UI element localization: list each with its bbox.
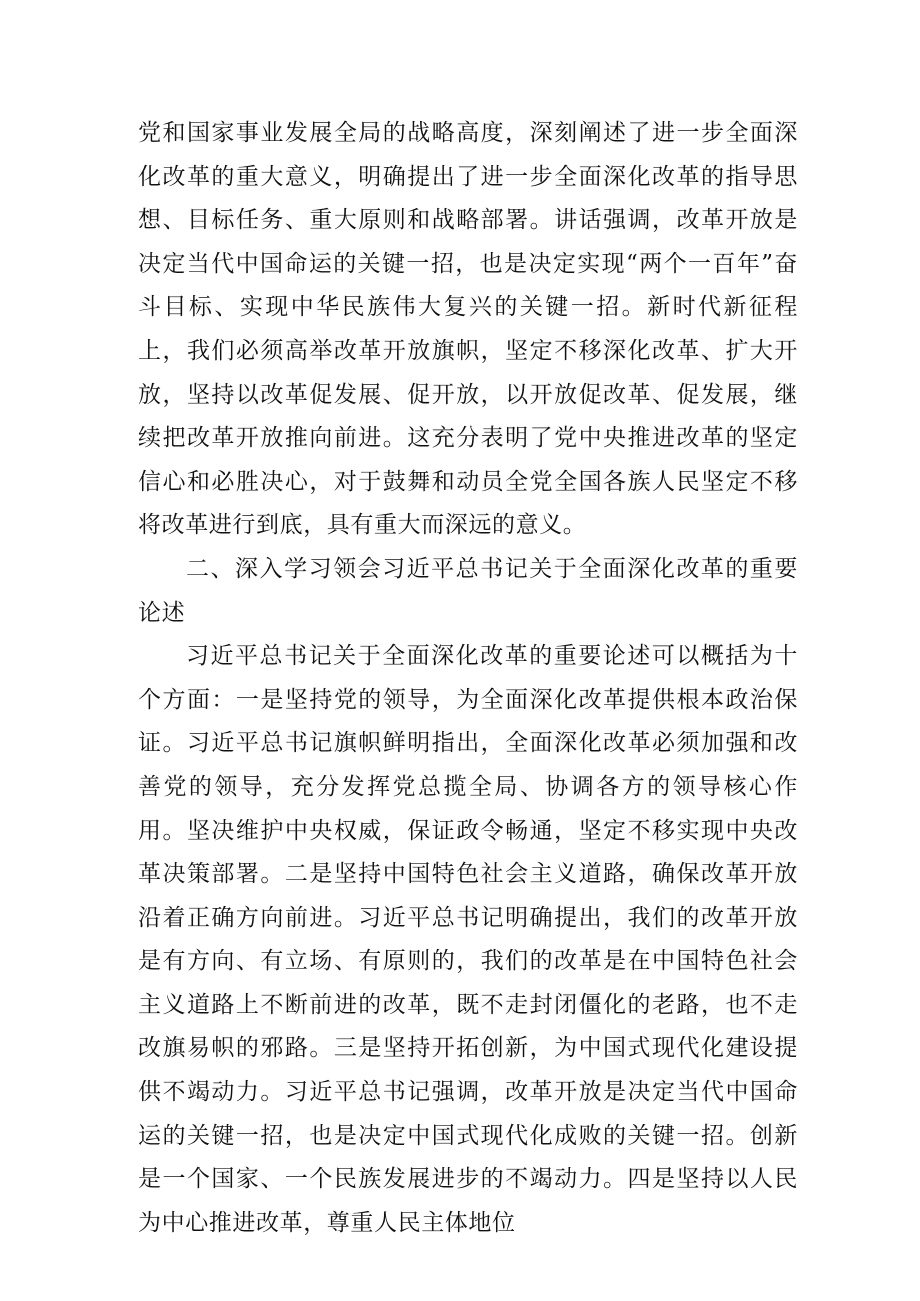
paragraph-section-body: 习近平总书记关于全面深化改革的重要论述可以概括为十个方面：一是坚持党的领导，为全面深化改革提供根本政治保证。习近平总书记旗帜鲜明指出，全面深化改革必须加强和改善党的领导，充分发挥党总揽全局、协调各方的领导核心作用。坚决维护中央权威，保证政令畅通，坚定不移实现中央改革决策部署。二是坚持中国特色社会主义道路，确保改革开放沿着正确方向前进。习近平总书记明确提出，我们的改革开放是有方向、有立场、有原则的，我们的改革是在中国特色社会主义道路上不断前进的改革，既不走封闭僵化的老路，也不走改旗易帜的邪路。三是坚持开拓创新，为中国式现代化建设提供不竭动力。习近平总书记强调，改革开放是决定当代中国命运的关键一招，也是决定中国式现代化成败的关键一招。创新是一个国家、一个民族发展进步的不竭动力。四是坚持以人民为中心推进改革，尊重人民主体地位 — [138, 643, 798, 1236]
section-heading: 二、深入学习领会习近平总书记关于全面深化改革的重要论述 — [138, 555, 798, 626]
document-body — [138, 112, 798, 1245]
paragraph-intro-continuation: 党和国家事业发展全局的战略高度，深刻阐述了进一步全面深化改革的重大意义，明确提出了进一步全面深化改革的指导思想、目标任务、重大原则和战略部署。讲话强调，改革开放是决定当代中国命运的关键一招，也是决定实现“两个一百年”奋斗目标、实现中华民族伟大复兴的关键一招。新时代新征程上，我们必须高举改革开放旗帜，坚定不移深化改革、扩大开放，坚持以改革促发展、促开放，以开放促改革、促发展，继续把改革开放推向前进。这充分表明了党中央推进改革的坚定信心和必胜决心，对于鼓舞和动员全党全国各族人民坚定不移将改革进行到底，具有重大而深远的意义。 — [138, 120, 798, 539]
